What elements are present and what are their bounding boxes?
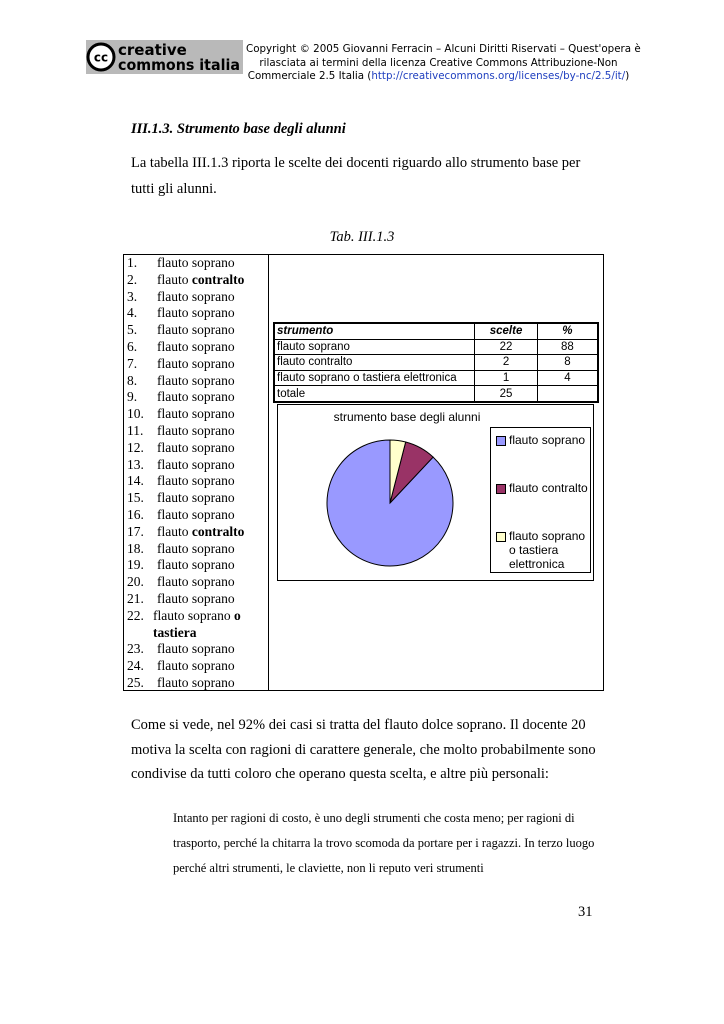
list-item-number: 4. [127, 305, 138, 321]
list-item-text: flauto soprano [157, 288, 235, 304]
list-item [127, 675, 267, 692]
license-link[interactable]: http://creativecommons.org/licenses/by-nc/2.5/it/ [371, 70, 626, 83]
list-item-text: flauto soprano [157, 439, 235, 455]
legend-item [496, 433, 590, 447]
copyright-line-1: Copyright © 2005 Giovanni Ferracin – Alcuni Diritti Riservati – Quest'opera è [246, 43, 641, 55]
list-item-text: flauto soprano [157, 322, 235, 338]
list-item-text: flauto soprano [157, 658, 235, 674]
list-item-text: flauto soprano [157, 305, 235, 321]
list-item [127, 658, 267, 675]
list-item-number: 14. [127, 473, 144, 489]
list-item [127, 541, 267, 558]
list-item-number: 6. [127, 338, 138, 354]
page-number: 31 [578, 904, 593, 920]
list-item-text: flauto soprano [157, 557, 235, 573]
list-item-text: flauto soprano [157, 389, 235, 405]
header-strumento: strumento [274, 323, 475, 339]
list-item-text: flauto contralto [157, 523, 245, 539]
list-item [127, 305, 267, 322]
table-row [274, 370, 598, 386]
list-item [127, 524, 267, 541]
list-item-number: 17. [127, 523, 144, 539]
list-item-number: 5. [127, 322, 138, 338]
list-item-text: flauto soprano [157, 338, 235, 354]
list-item [127, 406, 267, 423]
list-item [127, 490, 267, 507]
pie-chart [325, 438, 455, 568]
table-row [274, 386, 598, 402]
data-table [273, 322, 599, 403]
list-item [127, 356, 267, 373]
list-item-number: 23. [127, 641, 144, 657]
list-item-text: flauto soprano [157, 506, 235, 522]
cell-strumento: flauto soprano [274, 339, 475, 355]
list-item [127, 507, 267, 524]
list-item [127, 574, 267, 591]
copyright-line-2: rilasciata ai termini della licenza Creative Commons Attribuzione-Non [259, 56, 618, 69]
list-item-number: 25. [127, 674, 144, 690]
list-item-number: 18. [127, 540, 144, 556]
list-item [127, 608, 267, 642]
list-item-number: 24. [127, 658, 144, 674]
list-item-text: flauto soprano [157, 590, 235, 606]
data-table-header-row [274, 323, 598, 339]
list-item-number: 12. [127, 439, 144, 455]
list-item [127, 255, 267, 272]
creative-commons-logo [86, 40, 243, 74]
list-item-text: flauto soprano [157, 255, 235, 270]
cell-percent: 8 [537, 355, 598, 371]
list-item [127, 339, 267, 356]
logo-line-2: commons italia [118, 56, 240, 74]
list-item-number: 1. [127, 255, 138, 270]
list-item-text: flauto soprano [157, 422, 235, 438]
list-item-number: 13. [127, 456, 144, 472]
cell-scelte: 25 [475, 386, 538, 402]
cell-strumento: flauto contralto [274, 355, 475, 371]
list-item-text: flauto soprano [157, 641, 235, 657]
block-quote: Intanto per ragioni di costo, è uno degli strumenti che costa meno; per ragioni di trasporto, perché la chitarra la trovo scomoda da portare per i ragazzi. In terzo luogo perché altri strumenti, le claviette, non li reputo veri strumenti [173, 811, 595, 875]
chart-legend [490, 427, 591, 573]
list-item-number: 9. [127, 389, 138, 405]
list-item-text: flauto contralto [157, 271, 245, 287]
list-item [127, 473, 267, 490]
list-item-text: flauto soprano [157, 456, 235, 472]
list-item-text: flauto soprano o tastiera [153, 607, 241, 640]
chart-title: strumento base degli alunni [333, 410, 481, 424]
list-item [127, 289, 267, 306]
table-row [274, 355, 598, 371]
header-percent: % [537, 323, 598, 339]
list-item [127, 557, 267, 574]
outer-table-divider [268, 254, 269, 691]
legend-label: flauto contralto [509, 481, 588, 495]
list-item-number: 21. [127, 590, 144, 606]
legend-label: flauto soprano [509, 433, 586, 447]
list-item-number: 20. [127, 574, 144, 590]
legend-label: flauto soprano o tastiera elettronica [509, 529, 586, 571]
list-item-text: flauto soprano [157, 355, 235, 371]
list-item-number: 8. [127, 372, 138, 388]
list-item [127, 440, 267, 457]
list-item [127, 322, 267, 339]
list-item-number: 22. [127, 607, 144, 623]
intro-text: La tabella III.1.3 riporta le scelte dei docenti riguardo allo strumento base per tutti gli alunni. [131, 155, 581, 197]
list-item-number: 19. [127, 557, 144, 573]
legend-swatch [496, 532, 506, 542]
list-item-text: flauto soprano [157, 574, 235, 590]
list-item [127, 389, 267, 406]
cell-strumento: flauto soprano o tastiera elettronica [274, 370, 475, 386]
list-item-number: 10. [127, 406, 144, 422]
list-item-text: flauto soprano [157, 372, 235, 388]
list-item [127, 373, 267, 390]
legend-swatch [496, 484, 506, 494]
list-item-number: 3. [127, 288, 138, 304]
table-caption: Tab. III.1.3 [329, 229, 395, 245]
list-item [127, 457, 267, 474]
cell-scelte: 2 [475, 355, 538, 371]
list-item-number: 2. [127, 271, 138, 287]
table-row [274, 339, 598, 355]
legend-item [496, 529, 590, 571]
logo-line-1: creative [118, 41, 187, 59]
cell-percent [537, 386, 598, 402]
legend-swatch [496, 436, 506, 446]
list-item-number: 16. [127, 506, 144, 522]
cc-badge: cc [93, 50, 109, 65]
list-item [127, 272, 267, 289]
copyright-line-3: Commerciale 2.5 Italia (http://creativecommons.org/licenses/by-nc/2.5/it/) [247, 70, 630, 83]
cell-scelte: 1 [475, 370, 538, 386]
list-item-number: 11. [127, 422, 144, 438]
list-item [127, 591, 267, 608]
cell-percent: 88 [537, 339, 598, 355]
header-scelte: scelte [475, 323, 538, 339]
list-item [127, 641, 267, 658]
cell-strumento: totale [274, 386, 475, 402]
copyright-notice [246, 43, 641, 84]
list-item [127, 423, 267, 440]
cell-scelte: 22 [475, 339, 538, 355]
list-item-text: flauto soprano [157, 473, 235, 489]
list-item-number: 7. [127, 355, 138, 371]
student-choice-list [127, 255, 267, 692]
list-item-text: flauto soprano [157, 540, 235, 556]
legend-item [496, 481, 590, 495]
section-title: III.1.3. Strumento base degli alunni [131, 121, 346, 137]
list-item-text: flauto soprano [157, 406, 235, 422]
list-item-text: flauto soprano [157, 490, 235, 506]
cell-percent: 4 [537, 370, 598, 386]
body-paragraph: Come si vede, nel 92% dei casi si tratta del flauto dolce soprano. Il docente 20 motiva la scelta con ragioni di carattere generale, che molto probabilmente sono condivise da tutti coloro che operano questa scelta, e altre più personali: [131, 717, 596, 782]
list-item-text: flauto soprano [157, 674, 235, 690]
list-item-number: 15. [127, 490, 144, 506]
